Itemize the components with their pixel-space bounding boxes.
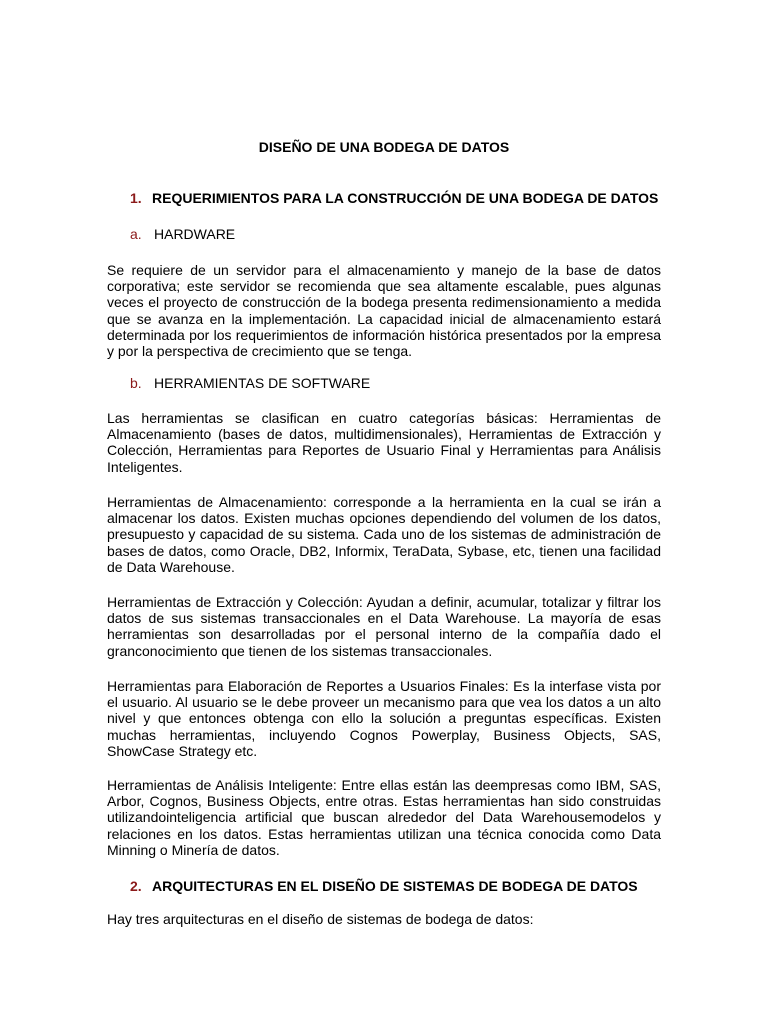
section-heading-1 xyxy=(130,190,658,207)
section-heading-2 xyxy=(130,878,638,895)
subsection-title-software: HERRAMIENTAS DE SOFTWARE xyxy=(154,375,371,391)
paragraph-analysis-tools: Herramientas de Análisis Inteligente: Entre ellas están las deempresas como IBM, SAS, Arbor, Cognos, Business Objects, entre otras. Estas herramientas han sido construidas utilizandointeligencia artificial que buscan alrededor del Data Warehousemodelos y relaciones en los datos. Estas herramientas utilizan una técnica conocida como Data Minning o Minería de datos. xyxy=(107,777,661,858)
subsection-heading-hardware xyxy=(130,226,235,243)
document-title: DISEÑO DE UNA BODEGA DE DATOS xyxy=(258,139,510,155)
paragraph-report-tools: Herramientas para Elaboración de Reportes a Usuarios Finales: Es la interfase vista por el usuario. Al usuario se le debe proveer un mecanismo para que vea los datos a un alto nivel y que entonces obtenga con ello la solución a preguntas específicas. Existen muchas herramientas, incluyendo Cognos Powerplay, Business Objects, SAS, ShowCase Strategy etc. xyxy=(107,678,661,759)
paragraph-tools-intro: Las herramientas se clasifican en cuatro categorías básicas: Herramientas de Almacenamiento (bases de datos, multidimensionales), Herramientas de Extracción y Colección, Herramientas para Reportes de Usuario Final y Herramientas para Análisis Inteligentes. xyxy=(107,410,661,475)
subsection-letter-b: b. xyxy=(130,375,142,391)
subsection-letter-a: a. xyxy=(130,226,142,242)
subsection-title-hardware: HARDWARE xyxy=(154,226,236,242)
paragraph-storage-tools: Herramientas de Almacenamiento: corresponde a la herramienta en la cual se irán a almacenar los datos. Existen muchas opciones dependiendo del volumen de los datos, presupuesto y capacidad de su sistema. Cada uno de los sistemas de administración de bases de datos, como Oracle, DB2, Informix, TeraData, Sybase, etc, tienen una facilidad de Data Warehouse. xyxy=(107,494,661,575)
paragraph-architectures: Hay tres arquitecturas en el diseño de sistemas de bodega de datos: xyxy=(107,911,534,927)
section-number-1: 1. xyxy=(130,190,142,206)
paragraph-hardware: Se requiere de un servidor para el almacenamiento y manejo de la base de datos corporativa; este servidor se recomienda que sea altamente escalable, pues algunas veces el proyecto de construcción de la bodega presenta redimensionamiento a medida que se avanza en la implementación. La capacidad inicial de almacenamiento estará determinada por los requerimientos de información histórica presentados por la empresa y por la perspectiva de crecimiento que se tenga. xyxy=(107,262,661,360)
section-title-2: ARQUITECTURAS EN EL DISEÑO DE SISTEMAS DE BODEGA DE DATOS xyxy=(152,878,638,894)
paragraph-extraction-tools: Herramientas de Extracción y Colección: Ayudan a definir, acumular, totalizar y filtrar los datos de sus sistemas transaccionales en el Data Warehouse. La mayoría de esas herramientas son desarrolladas por el personal interno de la compañía dado el granconocimiento que tienen de los sistemas transaccionales. xyxy=(107,594,661,659)
subsection-heading-software xyxy=(130,375,370,392)
section-title-1: REQUERIMIENTOS PARA LA CONSTRUCCIÓN DE UNA BODEGA DE DATOS xyxy=(152,190,659,206)
section-number-2: 2. xyxy=(130,878,142,894)
